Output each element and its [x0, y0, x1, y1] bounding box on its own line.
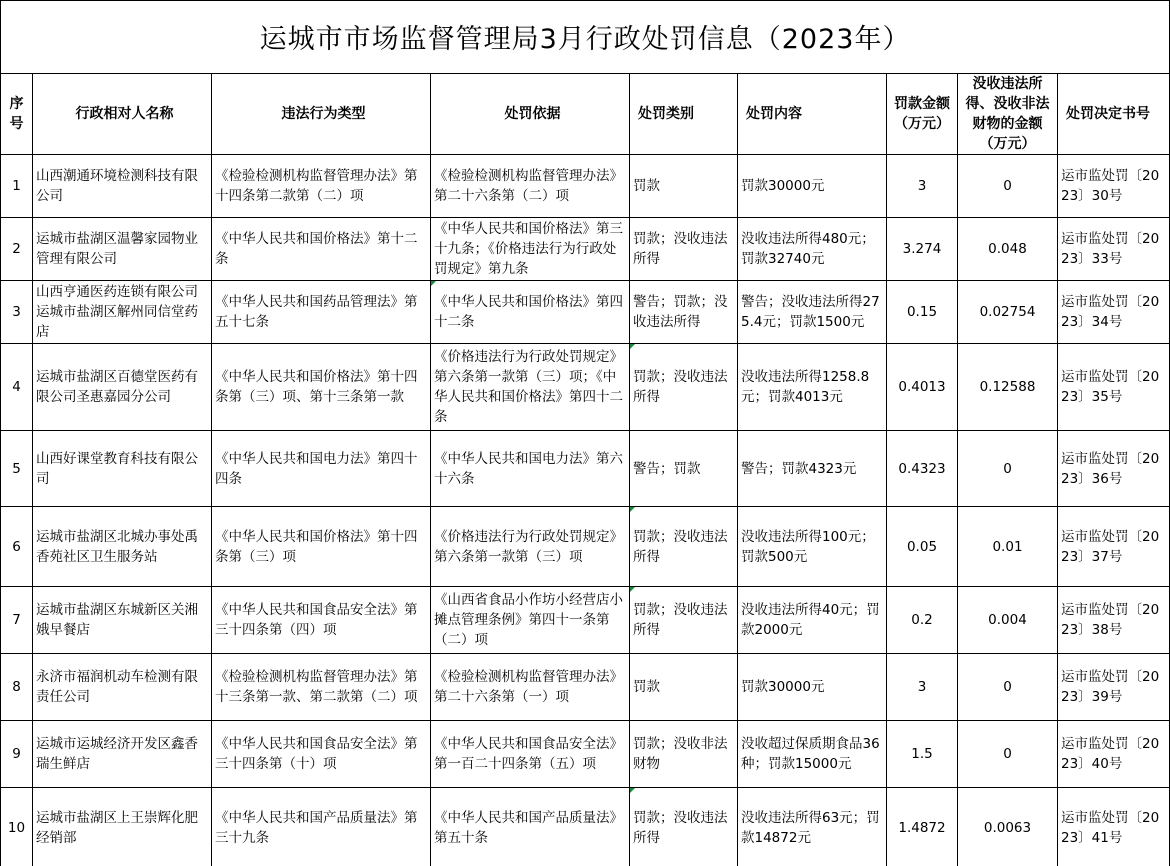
header-no: 序号	[1, 74, 33, 155]
table-row	[1, 218, 1170, 281]
cell-decision: 运市监处罚〔2023〕34号	[1058, 281, 1170, 344]
cell-category: 罚款；没收违法所得	[630, 788, 738, 866]
cell-no: 3	[1, 281, 33, 344]
cell-no: 2	[1, 218, 33, 281]
cell-confiscated: 0	[958, 155, 1058, 218]
cell-confiscated: 0	[958, 721, 1058, 788]
cell-fine: 0.05	[887, 507, 958, 587]
header-name: 行政相对人名称	[33, 74, 212, 155]
cell-basis: 《山西省食品小作坊小经营店小摊点管理条例》第四十一条第（二）项	[431, 587, 630, 654]
cell-fine: 0.4323	[887, 431, 958, 507]
cell-category: 罚款；没收违法所得	[630, 344, 738, 431]
cell-no: 4	[1, 344, 33, 431]
cell-category: 罚款；没收违法所得	[630, 507, 738, 587]
cell-name: 山西潮通环境检测科技有限公司	[33, 155, 212, 218]
cell-no: 1	[1, 155, 33, 218]
cell-fine: 0.2	[887, 587, 958, 654]
cell-violation: 《中华人民共和国食品安全法》第三十四条第（四）项	[212, 587, 431, 654]
cell-name: 运城市盐湖区北城办事处禹香苑社区卫生服务站	[33, 507, 212, 587]
cell-decision: 运市监处罚〔2023〕41号	[1058, 788, 1170, 866]
header-violation: 违法行为类型	[212, 74, 431, 155]
cell-violation: 《中华人民共和国价格法》第十二条	[212, 218, 431, 281]
header-category: 处罚类别	[630, 74, 738, 155]
table-row	[1, 431, 1170, 507]
cell-category: 警告；罚款；没收违法所得	[630, 281, 738, 344]
cell-category: 罚款	[630, 654, 738, 721]
cell-category: 罚款	[630, 155, 738, 218]
cell-decision: 运市监处罚〔2023〕39号	[1058, 654, 1170, 721]
cell-category: 罚款；没收违法所得	[630, 218, 738, 281]
cell-violation: 《中华人民共和国药品管理法》第五十七条	[212, 281, 431, 344]
cell-violation: 《中华人民共和国产品质量法》第三十九条	[212, 788, 431, 866]
cell-content: 罚款30000元	[738, 155, 887, 218]
cell-no: 8	[1, 654, 33, 721]
cell-confiscated: 0	[958, 654, 1058, 721]
cell-decision: 运市监处罚〔2023〕40号	[1058, 721, 1170, 788]
cell-decision: 运市监处罚〔2023〕35号	[1058, 344, 1170, 431]
cell-confiscated: 0.02754	[958, 281, 1058, 344]
cell-violation: 《检验检测机构监督管理办法》第十三条第一款、第二款第（二）项	[212, 654, 431, 721]
cell-name: 运城市运城经济开发区鑫香瑞生鲜店	[33, 721, 212, 788]
cell-fine: 0.15	[887, 281, 958, 344]
title-row	[1, 1, 1170, 74]
cell-fine: 3	[887, 155, 958, 218]
cell-basis: 《检验检测机构监督管理办法》第二十六条第（一）项	[431, 654, 630, 721]
table-row	[1, 721, 1170, 788]
cell-confiscated: 0.048	[958, 218, 1058, 281]
cell-decision: 运市监处罚〔2023〕30号	[1058, 155, 1170, 218]
cell-fine: 3	[887, 654, 958, 721]
table-row	[1, 344, 1170, 431]
cell-basis: 《中华人民共和国价格法》第三十九条；《价格违法行为行政处罚规定》第九条	[431, 218, 630, 281]
cell-no: 5	[1, 431, 33, 507]
header-basis: 处罚依据	[431, 74, 630, 155]
header-fine: 罚款金额（万元）	[887, 74, 958, 155]
table-row	[1, 281, 1170, 344]
cell-category: 警告；罚款	[630, 431, 738, 507]
cell-basis: 《中华人民共和国价格法》第四十二条	[431, 281, 630, 344]
cell-content: 没收超过保质期食品36种；罚款15000元	[738, 721, 887, 788]
cell-name: 山西亨通医药连锁有限公司运城市盐湖区解州同信堂药店	[33, 281, 212, 344]
cell-name: 运城市盐湖区百德堂医药有限公司圣惠嘉园分公司	[33, 344, 212, 431]
cell-confiscated: 0.004	[958, 587, 1058, 654]
header-decision: 处罚决定书号	[1058, 74, 1170, 155]
cell-content: 警告；没收违法所得275.4元；罚款1500元	[738, 281, 887, 344]
cell-confiscated: 0.01	[958, 507, 1058, 587]
cell-decision: 运市监处罚〔2023〕33号	[1058, 218, 1170, 281]
header-row	[1, 74, 1170, 155]
cell-decision: 运市监处罚〔2023〕37号	[1058, 507, 1170, 587]
cell-decision: 运市监处罚〔2023〕36号	[1058, 431, 1170, 507]
table-row	[1, 587, 1170, 654]
cell-name: 山西好课堂教育科技有限公司	[33, 431, 212, 507]
cell-violation: 《中华人民共和国食品安全法》第三十四条第（十）项	[212, 721, 431, 788]
cell-content: 没收违法所得100元；罚款500元	[738, 507, 887, 587]
table-row	[1, 788, 1170, 866]
cell-violation: 《中华人民共和国价格法》第十四条第（三）项	[212, 507, 431, 587]
cell-content: 没收违法所得63元；罚款14872元	[738, 788, 887, 866]
page-title: 运城市市场监督管理局3月行政处罚信息（2023年）	[1, 1, 1170, 74]
cell-content: 没收违法所得480元；罚款32740元	[738, 218, 887, 281]
cell-category: 罚款；没收非法财物	[630, 721, 738, 788]
cell-no: 6	[1, 507, 33, 587]
cell-violation: 《中华人民共和国价格法》第十四条第（三）项、第十三条第一款	[212, 344, 431, 431]
cell-no: 9	[1, 721, 33, 788]
cell-content: 没收违法所得1258.8元；罚款4013元	[738, 344, 887, 431]
cell-basis: 《中华人民共和国食品安全法》第一百二十四条第（五）项	[431, 721, 630, 788]
table-row	[1, 155, 1170, 218]
cell-confiscated: 0	[958, 431, 1058, 507]
cell-basis: 《中华人民共和国产品质量法》第五十条	[431, 788, 630, 866]
table-row	[1, 654, 1170, 721]
table-row	[1, 507, 1170, 587]
cell-decision: 运市监处罚〔2023〕38号	[1058, 587, 1170, 654]
cell-content: 罚款30000元	[738, 654, 887, 721]
cell-basis: 《检验检测机构监督管理办法》第二十六条第（二）项	[431, 155, 630, 218]
cell-confiscated: 0.12588	[958, 344, 1058, 431]
cell-content: 没收违法所得40元；罚款2000元	[738, 587, 887, 654]
cell-content: 警告；罚款4323元	[738, 431, 887, 507]
cell-violation: 《中华人民共和国电力法》第四十四条	[212, 431, 431, 507]
header-confiscated: 没收违法所得、没收非法财物的金额（万元）	[958, 74, 1058, 155]
cell-category: 罚款；没收违法所得	[630, 587, 738, 654]
header-content: 处罚内容	[738, 74, 887, 155]
cell-no: 10	[1, 788, 33, 866]
cell-no: 7	[1, 587, 33, 654]
cell-confiscated: 0.0063	[958, 788, 1058, 866]
cell-name: 运城市盐湖区东城新区关湘娥早餐店	[33, 587, 212, 654]
cell-name: 运城市盐湖区上王崇辉化肥经销部	[33, 788, 212, 866]
cell-basis: 《价格违法行为行政处罚规定》第六条第一款第（三）项	[431, 507, 630, 587]
cell-fine: 3.274	[887, 218, 958, 281]
cell-basis: 《中华人民共和国电力法》第六十六条	[431, 431, 630, 507]
cell-violation: 《检验检测机构监督管理办法》第十四条第二款第（二）项	[212, 155, 431, 218]
cell-fine: 1.5	[887, 721, 958, 788]
cell-basis: 《价格违法行为行政处罚规定》第六条第一款第（三）项；《中华人民共和国价格法》第四十二条	[431, 344, 630, 431]
cell-name: 永济市福润机动车检测有限责任公司	[33, 654, 212, 721]
cell-name: 运城市盐湖区温馨家园物业管理有限公司	[33, 218, 212, 281]
cell-fine: 0.4013	[887, 344, 958, 431]
cell-fine: 1.4872	[887, 788, 958, 866]
